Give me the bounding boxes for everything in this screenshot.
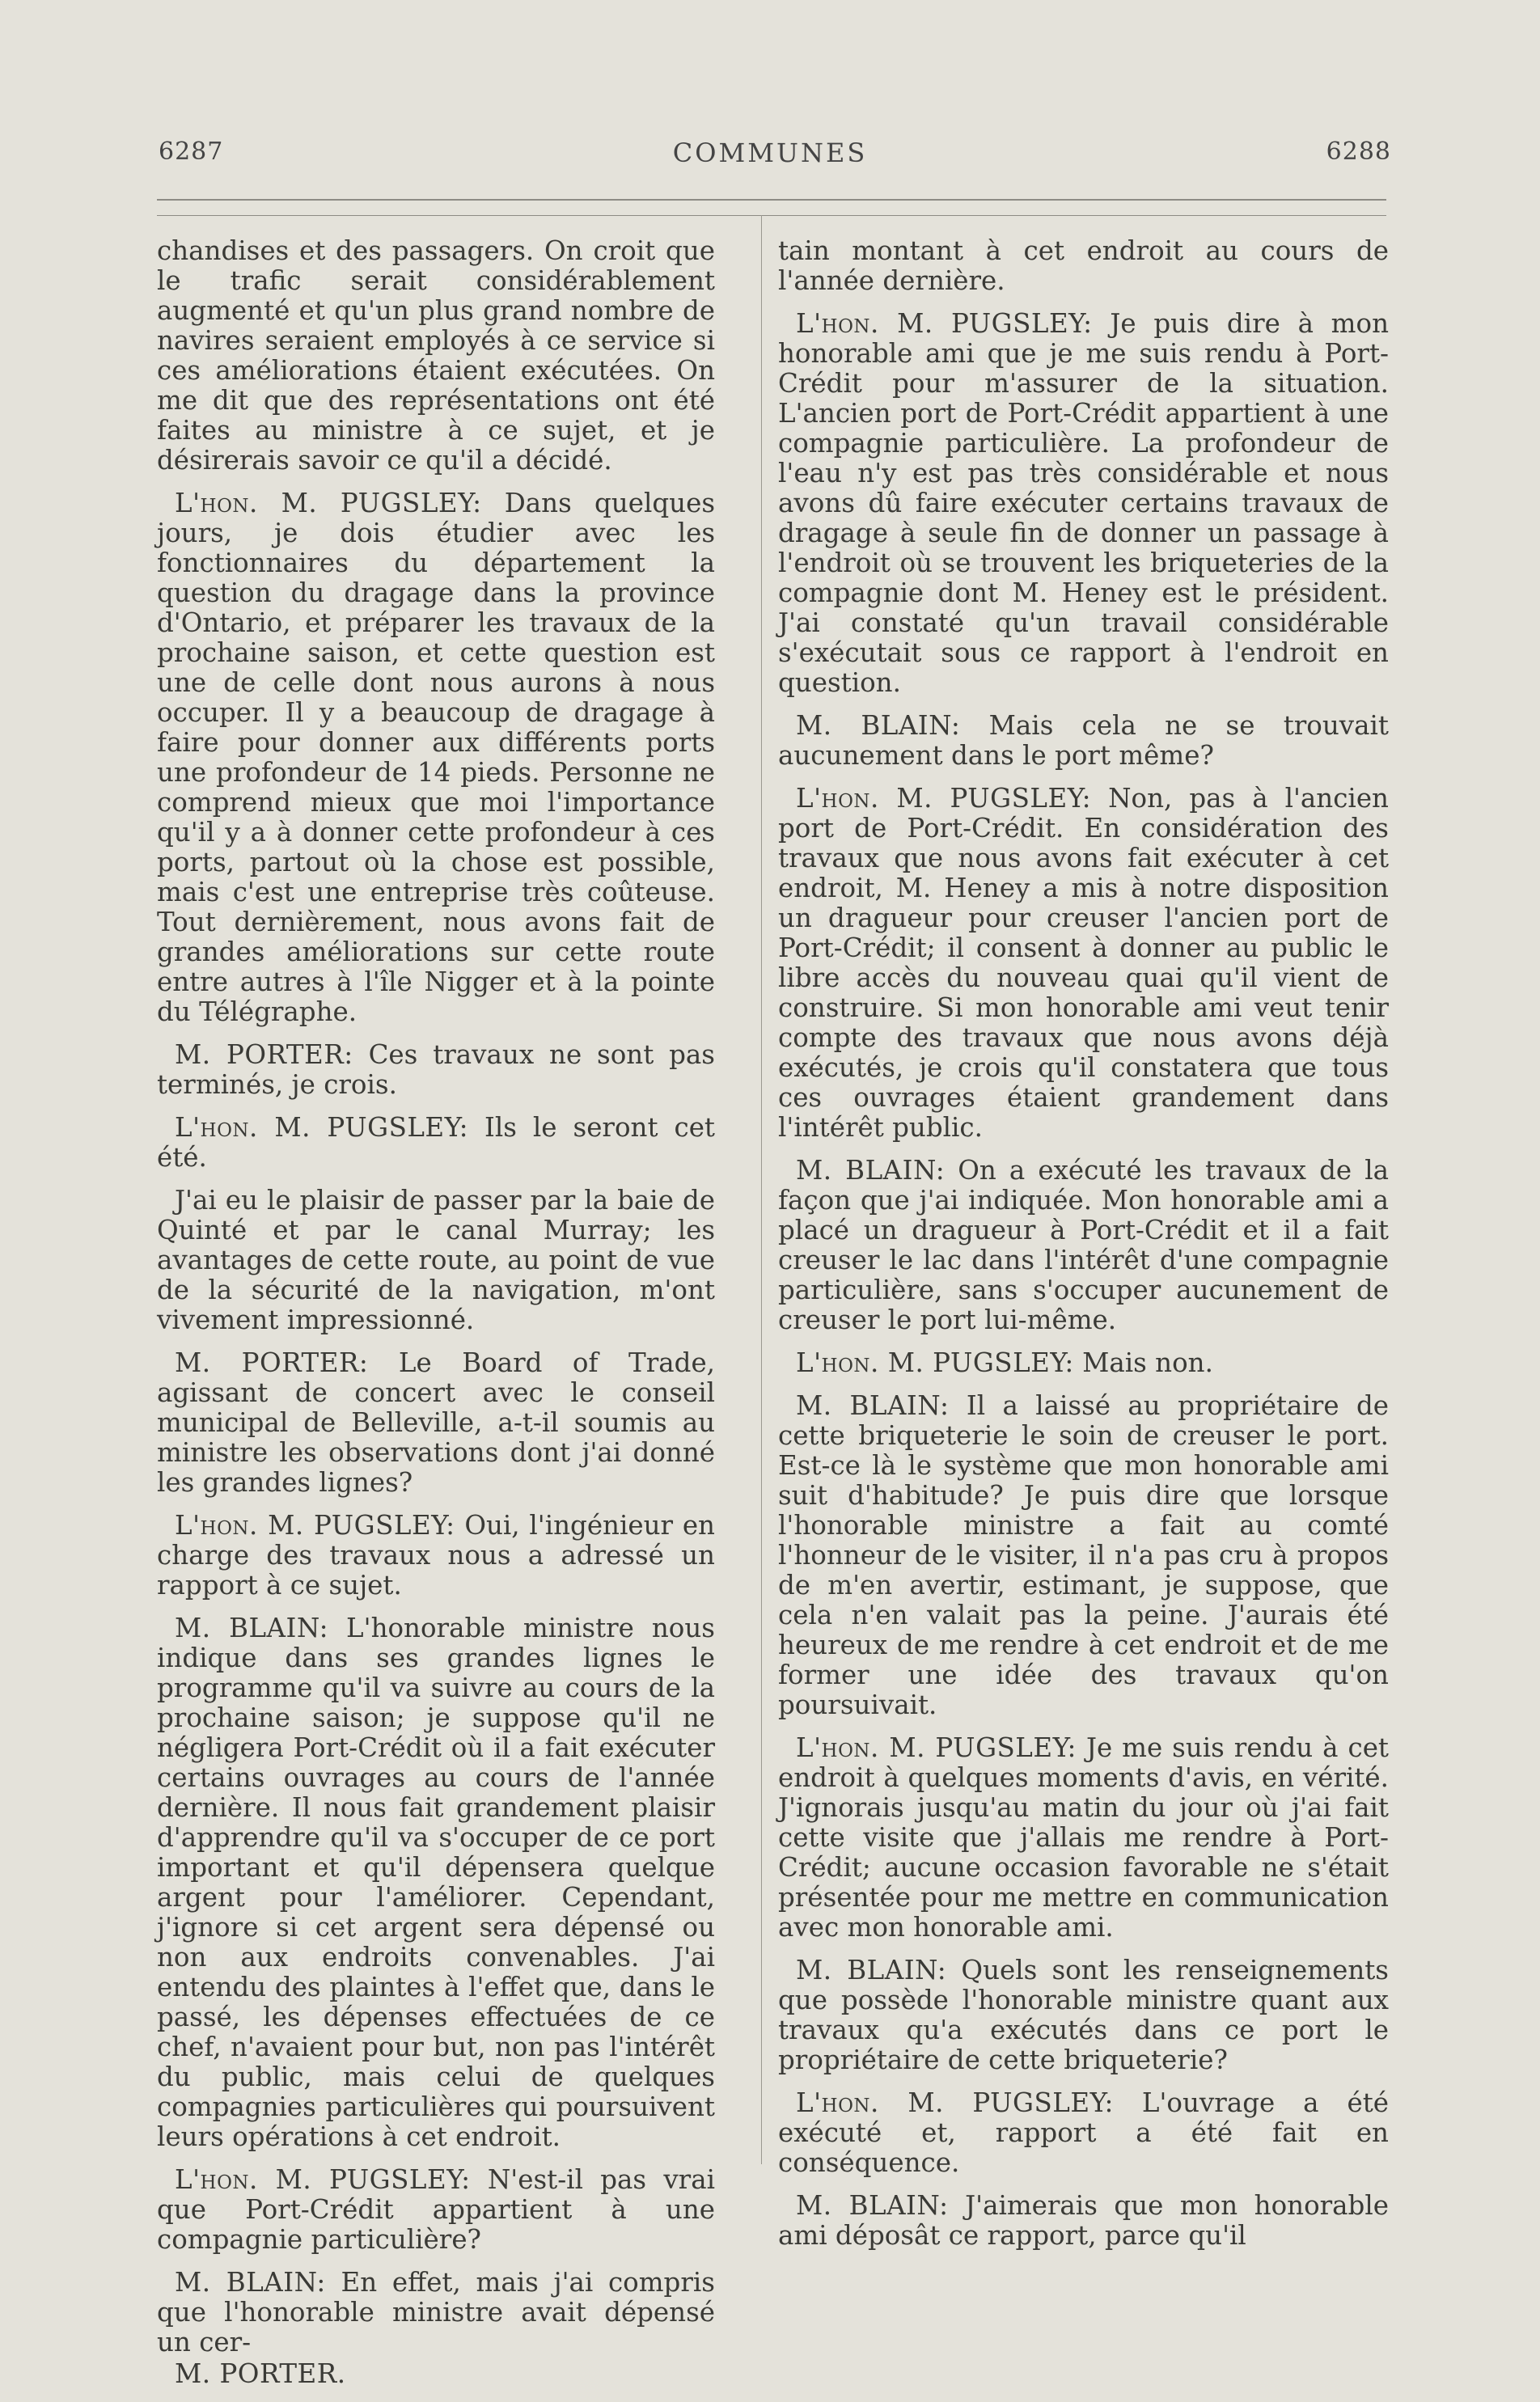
paragraph: L'hon. M. PUGSLEY: Je puis dire à mon honorable ami que je me suis rendu à Port-Crédit pour m'assurer de la situation. L'ancien port de Port-Crédit appartient à une compagnie particulière. La profondeur de l'eau n'y est pas très considérable et nous avons dû faire exécuter certains travaux de dragage à seule fin de donner un passage à l'endroit où se trouvent les briqueteries de la compagnie dont M. Heney est le président. J'ai constaté qu'un travail considérable s'exécutait sous ce rapport à l'endroit en question. — [778, 308, 1389, 698]
paragraph: L'hon. M. PUGSLEY: Non, pas à l'ancien port de Port-Crédit. En considération des travaux que nous avons fait exécuter à cet endroit, M. Heney a mis à notre disposition un dragueur pour creuser l'ancien port de Port-Crédit; il consent à donner au public le libre accès du nouveau quai qu'il vient de construire. Si mon honorable ami veut tenir compte des travaux que nous avons déjà exécutés, je crois qu'il constatera que tous ces ouvrages étaient grandement dans l'intérêt public. — [778, 783, 1389, 1143]
running-title: COMMUNES — [672, 137, 868, 168]
paragraph: L'hon. M. PUGSLEY: Ils le seront cet été. — [157, 1112, 715, 1173]
paragraph: M. BLAIN: L'honorable ministre nous indique dans ses grandes lignes le programme qu'il va suivre au cours de la prochaine saison; je suppose qu'il ne négligera Port-Crédit où il a fait exécuter certains ouvrages au cours de l'année dernière. Il nous fait grandement plaisir d'apprendre qu'il va s'occuper de ce port important et qu'il dépensera quelque argent pour l'améliorer. Cependant, j'ignore si cet argent sera dépensé ou non aux endroits convenables. J'ai entendu des plaintes à l'effet que, dans le passé, les dépenses effectuées de ce chef, n'avaient pour but, non pas l'intérêt du public, mais celui de quelques compagnies particulières qui poursuivent leurs opérations à cet endroit. — [157, 1613, 715, 2152]
left-page-number: 6287 — [159, 137, 224, 166]
paragraph: L'hon. M. PUGSLEY: Mais non. — [796, 1347, 1213, 1378]
paragraph: L'hon. M. PUGSLEY: Dans quelques jours, je dois étudier avec les fonctionnaires du département la question du dragage dans la province d'Ontario, et préparer les travaux de la prochaine saison, et cette question est une de celle dont nous aurons à nous occuper. Il y a beaucoup de dragage à faire pour donner aux différents ports une profondeur de 14 pieds. Personne ne comprend mieux que moi l'importance qu'il y a à donner cette profondeur à ces ports, partout où la chose est possible, mais c'est une entreprise très coûteuse. Tout dernièrement, nous avons fait de grandes améliorations sur cette route entre autres à l'île Nigger et à la pointe du Télégraphe. — [157, 488, 715, 1027]
paragraph: M. BLAIN: Quels sont les renseignements que possède l'honorable ministre quant aux travaux qu'a exécutés dans ce port le propriétaire de cette briqueterie? — [778, 1955, 1389, 2075]
paragraph: M. PORTER: Ces travaux ne sont pas terminés, je crois. — [157, 1039, 715, 1100]
paragraph: M. BLAIN: On a exécuté les travaux de la façon que j'ai indiquée. Mon honorable ami a placé un dragueur à Port-Crédit et il a fait creuser le lac dans l'intérêt d'une compagnie particulière, sans s'occuper aucunement de creuser le port lui-même. — [778, 1155, 1389, 1335]
signature-line: M. PORTER. — [175, 2358, 346, 2389]
paragraph: J'ai eu le plaisir de passer par la baie de Quinté et par le canal Murray; les avantages de cette route, au point de vue de la sécurité de la navigation, m'ont vivement impressionné. — [157, 1185, 715, 1335]
paragraph: L'hon. M. PUGSLEY: Oui, l'ingénieur en charge des travaux nous a adressé un rapport à ce sujet. — [157, 1510, 715, 1601]
paragraph: L'hon. M. PUGSLEY: N'est-il pas vrai que Port-Crédit appartient à une compagnie particulière? — [157, 2164, 715, 2255]
paragraph: M. PORTER: Le Board of Trade, agissant de concert avec le conseil municipal de Belleville, a-t-il soumis au ministre les observations dont j'ai donné les grandes lignes? — [157, 1347, 716, 1498]
paragraph: M. BLAIN: Mais cela ne se trouvait aucunement dans le port même? — [778, 710, 1389, 771]
paragraph: chandises et des passagers. On croit que le trafic serait considérablement augmenté et qu'un plus grand nombre de navires seraient employés à ce service si ces améliorations étaient exécutées. On me dit que des représentations ont été faites au ministre à ce sujet, et je désirerais savoir ce qu'il a décidé. — [157, 235, 715, 476]
paragraph: M. BLAIN: Il a laissé au propriétaire de cette briqueterie le soin de creuser le port. Est-ce là le système que mon honorable ami suit d'habitude? Je puis dire que lorsque l'honorable ministre a fait au comté l'honneur de le visiter, il n'a pas cru à propos de m'en avertir, estimant, je suppose, que cela n'en valait pas la peine. J'aurais été heureux de me rendre à cet endroit et de me former une idée des travaux qu'on poursuivait. — [778, 1390, 1389, 1720]
header-rule-thin — [157, 215, 1386, 216]
paragraph: M. BLAIN: J'aimerais que mon honorable ami déposât ce rapport, parce qu'il — [778, 2190, 1389, 2251]
right-column — [778, 236, 1389, 2264]
right-page-number: 6288 — [1326, 137, 1391, 166]
header-rule — [157, 199, 1386, 201]
paragraph: L'hon. M. PUGSLEY: L'ouvrage a été exécuté et, rapport a été fait en conséquence. — [778, 2087, 1389, 2178]
paragraph: tain montant à cet endroit au cours de l'année dernière. — [778, 235, 1389, 296]
column-divider — [761, 215, 762, 2164]
paragraph: L'hon. M. PUGSLEY: Je me suis rendu à cet endroit à quelques moments d'avis, en vérité. J'ignorais jusqu'au matin du jour où j'ai fait cette visite que j'allais me rendre à Port-Crédit; aucune occasion favorable ne s'était présentée pour me mettre en communication avec mon honorable ami. — [778, 1732, 1389, 1943]
left-column — [157, 236, 715, 2402]
paragraph: M. BLAIN: En effet, mais j'ai compris que l'honorable ministre avait dépensé un cer- — [157, 2267, 715, 2358]
